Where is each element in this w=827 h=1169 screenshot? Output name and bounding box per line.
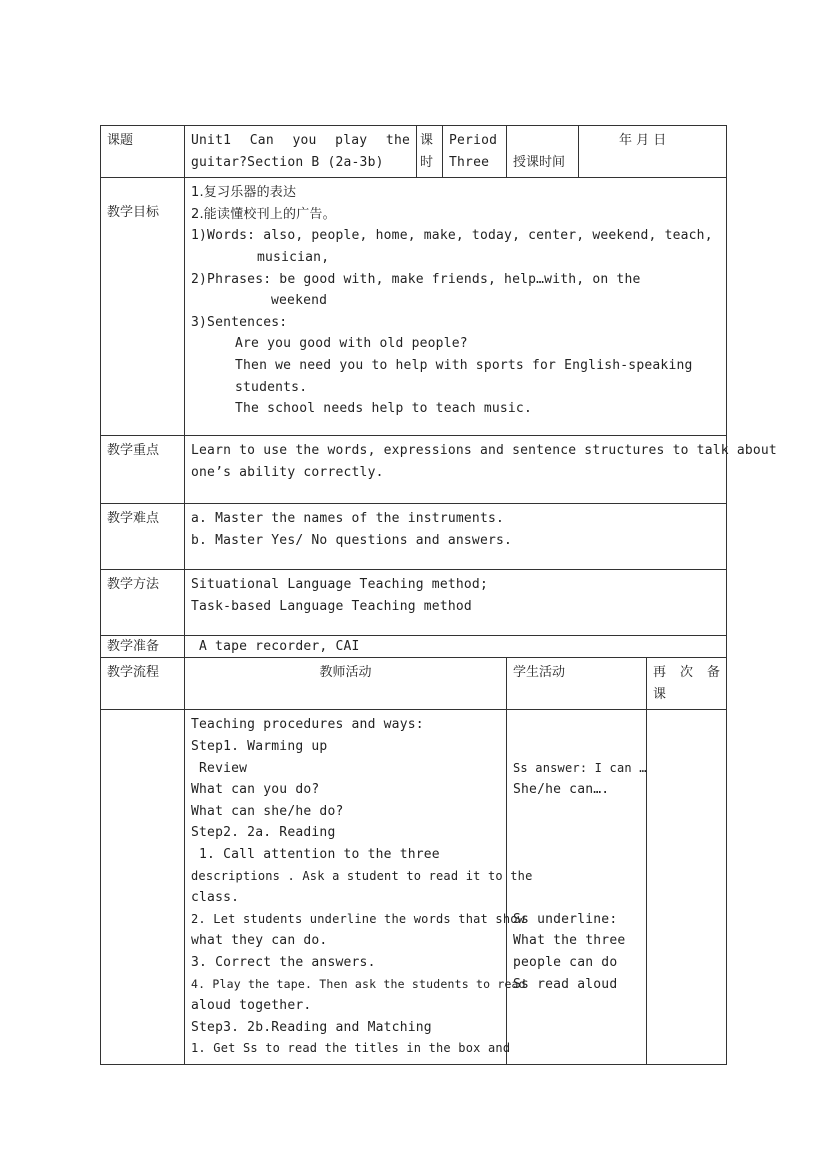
preparation-value: A tape recorder, CAI bbox=[185, 636, 727, 658]
lesson-plan-sheet bbox=[100, 125, 777, 1065]
student-activity-line bbox=[513, 822, 640, 844]
student-activity-line bbox=[513, 714, 640, 736]
key-points-line: Learn to use the words, expressions and sentence structures to talk about bbox=[191, 443, 777, 459]
student-activity-line bbox=[513, 887, 640, 909]
period-value-1: Period bbox=[449, 133, 498, 148]
process-content-row bbox=[101, 710, 727, 1065]
objective-line: weekend bbox=[271, 293, 328, 309]
teacher-activity-line: 3. Correct the answers. bbox=[191, 954, 376, 970]
period-value bbox=[443, 126, 507, 178]
difficulties-label: 教学难点 bbox=[101, 504, 185, 570]
student-activity-line bbox=[513, 844, 640, 866]
lesson-plan-table bbox=[100, 125, 777, 1065]
teacher-activity-line: Step2. 2a. Reading bbox=[191, 825, 336, 841]
date-field: 年 月 日 bbox=[579, 126, 727, 178]
objective-line: 1)Words: also, people, home, make, today, center, weekend, teach, bbox=[191, 228, 713, 244]
objective-line: musician, bbox=[257, 249, 330, 265]
teacher-activity-line: What can you do? bbox=[191, 782, 320, 798]
teacher-activity-line: 1. Call attention to the three bbox=[191, 846, 440, 862]
process-empty-cell bbox=[101, 710, 185, 1065]
preparation-label: 教学准备 bbox=[101, 636, 185, 658]
student-activity-header: 学生活动 bbox=[507, 658, 647, 710]
topic-value bbox=[185, 126, 417, 178]
again-prep-line: 课 bbox=[653, 686, 667, 702]
objective-line: students. bbox=[235, 379, 308, 395]
topic-label: 课题 bbox=[101, 126, 185, 178]
period-label-2: 时 bbox=[420, 154, 434, 170]
again-prep-header bbox=[647, 658, 727, 710]
topic-line-1: Unit1 Can you play the bbox=[191, 133, 410, 148]
student-activity-line: people can do bbox=[513, 954, 618, 970]
again-prep-cell bbox=[647, 710, 727, 1065]
objective-line: Are you good with old people? bbox=[235, 336, 468, 352]
student-activity-line bbox=[513, 736, 640, 758]
difficulty-line: b. Master Yes/ No questions and answers. bbox=[191, 532, 513, 548]
objectives-label: 教学目标 bbox=[101, 178, 185, 436]
key-points-label: 教学重点 bbox=[101, 436, 185, 504]
student-activity-line: Ss answer: I can … bbox=[513, 760, 647, 775]
teacher-activities bbox=[185, 710, 533, 1065]
objective-line: 1.复习乐器的表达 bbox=[191, 185, 297, 201]
teacher-activity-line: descriptions . Ask a student to read it to the bbox=[191, 868, 533, 883]
again-prep-line: 再 次 备 bbox=[653, 665, 721, 681]
time-label: 授课时间 bbox=[507, 126, 579, 178]
objective-line: 2.能读懂校刊上的广告。 bbox=[191, 206, 336, 222]
objective-line: Then we need you to help with sports for English-speaking bbox=[235, 357, 693, 373]
process-label: 教学流程 bbox=[101, 658, 185, 710]
period-label bbox=[417, 126, 443, 178]
objective-line: The school needs help to teach music. bbox=[235, 401, 532, 417]
student-activities bbox=[507, 710, 647, 1065]
teacher-activity-line: 1. Get Ss to read the titles in the box and bbox=[191, 1041, 511, 1056]
objective-line: 3)Sentences: bbox=[191, 314, 288, 330]
teacher-activity-line: Step1. Warming up bbox=[191, 738, 328, 754]
objective-line: 2)Phrases: be good with, make friends, help…with, on the bbox=[191, 271, 641, 287]
objectives-content bbox=[185, 178, 727, 436]
method-line: Task-based Language Teaching method bbox=[191, 598, 472, 614]
methods-label: 教学方法 bbox=[101, 570, 185, 636]
student-activity-line bbox=[513, 801, 640, 823]
teacher-activity-line: Step3. 2b.Reading and Matching bbox=[191, 1019, 432, 1035]
period-value-2: Three bbox=[449, 154, 490, 170]
topic-line-2: guitar?Section B (2a-3b) bbox=[191, 154, 384, 170]
teacher-activity-header: 教师活动 bbox=[185, 658, 507, 710]
period-label-1: 课 bbox=[420, 133, 434, 148]
difficulty-line: a. Master the names of the instruments. bbox=[191, 511, 505, 527]
preparation-row bbox=[101, 636, 727, 658]
teacher-activity-line: Teaching procedures and ways: bbox=[191, 717, 424, 733]
teacher-activity-line: Review bbox=[191, 760, 248, 776]
key-points-row bbox=[101, 436, 727, 504]
teacher-activity-line: 2. Let students underline the words that show bbox=[191, 911, 526, 926]
teacher-activity-line: aloud together. bbox=[191, 998, 312, 1014]
difficulties-content bbox=[185, 504, 727, 570]
teacher-activity-line: 4. Play the tape. Then ask the students to read bbox=[191, 976, 526, 991]
student-activity-line: She/he can…. bbox=[513, 782, 610, 798]
difficulties-row bbox=[101, 504, 727, 570]
key-points-content bbox=[185, 436, 777, 504]
method-line: Situational Language Teaching method; bbox=[191, 577, 488, 593]
student-activity-line: What the three bbox=[513, 933, 626, 949]
methods-content bbox=[185, 570, 727, 636]
teacher-activity-line: what they can do. bbox=[191, 933, 328, 949]
student-activity-line: Ss read aloud bbox=[513, 976, 618, 992]
header-row bbox=[101, 126, 727, 178]
teacher-activity-line: class. bbox=[191, 890, 240, 906]
process-header-row bbox=[101, 658, 727, 710]
teacher-activity-line: What can she/he do? bbox=[191, 803, 344, 819]
key-points-line: one’s ability correctly. bbox=[191, 464, 384, 480]
student-activity-line: Ss underline: bbox=[513, 911, 618, 927]
objectives-row bbox=[101, 178, 727, 436]
methods-row bbox=[101, 570, 727, 636]
